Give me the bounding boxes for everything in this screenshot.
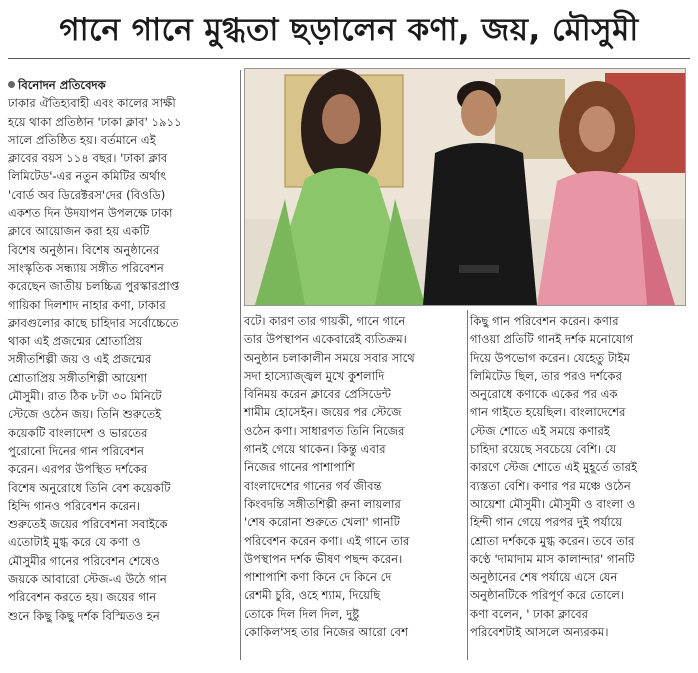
text-line: পরিবেশন করেন কণা। এই গানে তার [244,533,410,548]
text-line: কিছু গান পরিবেশন করেন। কণার [470,314,619,328]
text-line: পরিবেশন করতে হয়। জয়ের গান [8,590,157,605]
column-divider [240,70,241,660]
text-line: ক্লাবের বয়স ১১৪ বছর। 'ঢাকা ক্লাব [8,151,168,166]
column-2 [244,312,466,641]
text-line: 'বোর্ড অব ডিরেক্টরস'দের (বিওডি) [8,187,166,202]
text-line: কোকিল'সহ তার নিজের আরো বেশ [244,625,408,640]
text-line: জয়কে আবারো স্টেজ-এ উঠে গান [8,572,167,587]
text-line: তোকে দিল দিল দিল, দুষ্টু [244,606,360,621]
article-photo [244,68,686,306]
text-line: কণা বলেন, ' ঢাকা ক্লাবের [470,606,589,621]
text-line: ক্লাবে আয়োজন করা হয় একটি [8,224,150,239]
text-line: গান গাইতে হয়েছিল। বাংলাদেশের [470,405,626,420]
bullet-icon [8,81,15,88]
text-line: শুনে কিছু কিছু দর্শক বিস্মিতও হন [8,608,160,623]
text-line: স্টেজে ওঠেন জয়। তিনি শুরুতেই [8,407,162,422]
text-line: সঙ্গীতশিল্পী জয় ও এই প্রজন্মের [8,352,152,367]
text-line: চাহিদা রয়েছে সবচেয়ে বেশি। যে [470,442,617,457]
text-line: হয়ে থাকা প্রতিষ্ঠান 'ঢাকা ক্লাব' ১৯১১ [8,114,182,129]
text-line: মৌসুমী। রাত ঠিক ৮টা ৩০ মিনিটে [8,389,162,404]
text-line: লিমিটেড'-এর নতুন কমিটির অর্থাৎ [8,169,167,184]
text-line: বাংলাদেশের গানের গর্ব জীবন্ত [244,478,382,493]
column-1 [8,76,238,625]
text-line: অনুষ্ঠান চলাকালীন সময়ে সবার সাথে [244,350,415,365]
text-line: এতোটাই মুগ্ধ করে যে কণা ও [8,535,141,550]
text-line: হিন্দি গানও পরিবেশন করেন। [8,498,141,513]
photo-illustration [245,69,685,305]
text-line: একশত দিন উদযাপন উপলক্ষে ঢাকা [8,206,173,221]
text-line: কিংবদন্তি সঙ্গীতশিল্পী রুনা লায়লার [244,496,401,511]
text-line: সাংস্কৃতিক সন্ধ্যায় সঙ্গীত পরিবেশন [8,260,164,275]
text-line: তার উপস্থাপন একেবারেই ব্যতিক্রম। [244,332,407,347]
text-line: হিন্দী গান গেয়ে পরপর দুই পর্যায়ে [470,515,623,530]
headline: গানে গানে মুগ্ধতা ছড়ালেন কণা, জয়, মৌসুমী [59,12,639,48]
text-line: থাকা এই প্রজন্মের শ্রোতাপ্রিয় [8,334,143,349]
text-line: মৌসুমীর গানের পরিবেশন শেষেও [8,553,160,568]
text-line: শুরুতেই জয়ের পরিবেশনা সবাইকে [8,517,168,532]
text-line: দিয়ে উপভোগ করেন। যেহেতু টাইম [470,350,630,365]
text-line: ক্লাবগুলোর কাছে চাহিদার সর্বোচ্চেতে [8,315,179,330]
column-divider-2 [467,310,468,660]
column-1-body [8,94,238,625]
byline-text: বিনোদন প্রতিবেদক [18,78,106,92]
text-line: শামীম হোসেইন। জয়ের পর স্টেজে [244,405,402,420]
text-line: পুরোনো দিনের গান পরিবেশন [8,443,144,458]
text-line: গায়িকা দিলশাদ নাহার কণা, ঢাকার [8,297,166,312]
text-line: পরিবেশটাই আসলে অন্যরকম। [470,625,609,640]
column-2-body [244,312,466,641]
text-line: অনুষ্ঠানটিকে পরিপূর্ণ করে তোলে। [470,588,625,603]
text-line: সালে প্রতিষ্ঠিত হয়। বর্তমানে এই [8,132,156,147]
text-line: পাশাপাশি কণা কিনে দে কিনে দে [244,570,392,585]
text-line: রেশমী চুরি, ওহে শ্যাম, দিয়েছি [244,588,381,603]
text-line: আয়েশা মৌসুমী। মৌসুমী ও বাংলা ও [470,496,636,511]
text-line: ওঠেন কণা। সাধারণত তিনি নিজের [244,423,405,438]
text-line: লিমিটেড ছিল, তার পরও দর্শকের [470,368,622,383]
text-line: করেন। এরপর উপস্থিত দর্শকের [8,462,148,477]
text-line: স্টেজ শোতে এই সময়ে কণারই [470,423,610,438]
text-line: বিনিময় করেন ক্লাবের প্রেসিডেন্ট [244,387,391,402]
text-line: নিজের গানের পাশাপাশি [244,460,355,475]
text-line: গানই গেয়ে থাকেন। কিন্তু এবার [244,442,386,457]
text-line: 'শেষ করোনা শুরুতে খেলা' গানটি [244,515,400,530]
text-line: শ্রোতা দর্শককে মুগ্ধ করেন। তবে তার [470,533,635,548]
byline [8,76,238,94]
text-line: শ্রোতাপ্রিয় সঙ্গীতশিল্পী আয়েশা [8,370,148,385]
headline-rule [8,58,690,59]
text-line: কণ্ঠে 'দামাদাম মাস কালান্দার' গানটি [470,551,635,566]
column-3 [470,312,692,641]
text-line: বিশেষ অনুরোধে তিনি বেশ কয়েকটি [8,480,171,495]
text-line: উপস্থাপন দর্শক ভীষণ পছন্দ করেন। [244,551,403,566]
text-line: কারণে স্টেজ শোতে এই মুহূর্তে তারই [470,460,638,475]
text-line: অনুষ্ঠানের শেষ পর্যায়ে এসে যেন [470,570,618,585]
text-line: বিশেষ অনুষ্ঠান। বিশেষ অনুষ্ঠানের [8,242,160,257]
text-line: সদা হাস্যোজ্জ্বল মুখে কুশলাদি [244,368,385,383]
text-line: ঢাকার ঐতিহ্যবাহী এবং কালের সাক্ষী [8,96,176,111]
text-line: বটে। কারণ তার গায়কী, গানে গানে [244,314,406,328]
text-line: করেছেন জাতীয় চলচ্চিত্র পুরস্কারপ্রাপ্ত [8,279,180,294]
text-line: কয়েকটি বাংলাদেশ ও ভারতের [8,425,148,440]
text-line: ব্যস্ততা বেশি। কণার পর মঞ্চে ওঠেন [470,478,631,493]
text-line: অনুরোধে কণাকে একের পর এক [470,387,618,402]
text-line: গাওয়া প্রতিটি গানই দর্শক মনোযোগ [470,332,634,347]
column-3-body [470,312,692,641]
